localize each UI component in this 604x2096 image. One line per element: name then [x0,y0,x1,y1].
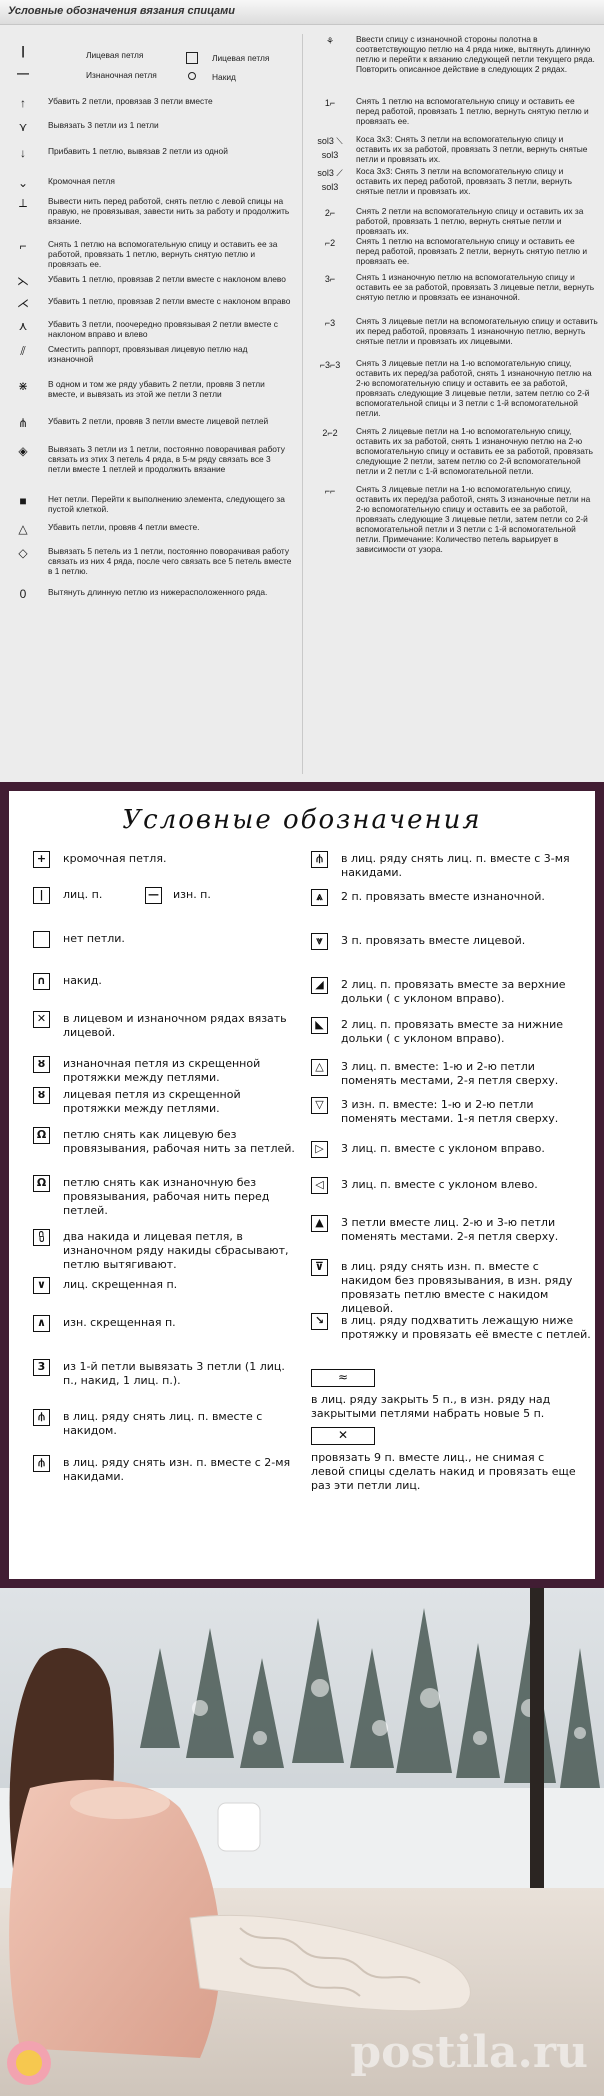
stitch-symbol-icon: ⌐3⌐3 [319,360,341,370]
stitch-symbol-icon: ⊽ [311,1259,328,1276]
stitch-description: Снять 1 петлю на вспомогательную спицу и оставить ее за работой, провязать 1 петлю, вернуть снятую петлю и провязать ее. [48,239,278,269]
stitch-description: Коса 3х3: Снять 3 петли на вспомогательную спицу и оставить их перед работой, провязать 3 петли, вернуть снятые петли и провязать их. [356,166,572,196]
stitch-description: Вывязать 3 петли из 1 петли [48,120,159,130]
stitch-description: в лиц. ряду подхватить лежащую ниже протяжку и провязать её вместе с петлей. [341,1314,591,1341]
stitch-symbol-icon: ⋔ [17,416,29,430]
stitch-symbol-icon: ⌐ [19,239,27,253]
stitch-description: Снять 3 лицевые петли на вспомогательную спицу и оставить их перед работой, провязать 1 изнаночную петлю, вернуть снятые петли и провязать их лицевыми. [356,316,598,346]
wide-symbol-glyph: ≈ [337,1370,349,1384]
stitch-symbol-icon: ⌐3 [324,318,336,328]
stitch-description: в лицевом и изнаночном рядах вязать лицевой. [63,1012,287,1039]
stitch-description: Сместить раппорт, провязывая лицевую петлю над изнаночной [48,344,248,364]
stitch-symbol-icon: ∩ [33,973,50,990]
stitch-symbol-icon: ⩉ [33,1229,50,1246]
bare-shoulder [70,1787,170,1819]
knit-stitch-icon: | [21,44,25,58]
watermark: postila.ru [350,2027,588,2078]
photo-illustration [0,1588,604,2096]
stitch-description: Убавить 3 петли, поочередно провязывая 2 петли вместе с наклоном вправо и влево [48,319,278,339]
stitch-symbol-icon: ↓ [20,146,26,160]
stitch-description: Убавить 2 петли, провяв 3 петли вместе лицевой петлей [48,416,269,426]
stitch-symbol-icon: | [33,887,50,904]
panel1-divider [302,34,303,774]
legend-purl-label: Изнаночная петля [86,70,157,80]
stitch-symbol-icon: + [33,851,50,868]
stitch-description: В одном и том же ряду убавить 2 петли, провяв 3 петли вместе, и вывязать из этой же петли 3 петли [48,379,265,399]
stitch-symbol-icon: ■ [19,494,27,508]
site-logo [4,2038,54,2088]
stitch-description: Снять 1 изнаночную петлю на вспомогательную спицу и оставить ее за работой, провязать 3 лицевые петли, вернуть снятую петлю и провязать ее изнаночной. [356,272,595,302]
stitch-description: Вывести нить перед работой, снять петлю с левой спицы на правую, не провязывая, завести нить за работу и продолжить вязание. [48,196,290,226]
stitch-symbol-icon: ⋎ [18,120,28,134]
stitch-symbol-icon: 2⌐ [324,208,336,218]
stitch-description: Убавить 1 петлю, провязав 2 петли вместе с наклоном влево [48,274,286,284]
stitch-symbol-icon: ⌐2 [324,238,336,248]
stitch-description: Убавить петли, провяв 4 петли вместе. [48,522,200,532]
stitch-symbol-icon: Ω [33,1175,50,1192]
panel2-title: Условные обозначения [122,805,482,835]
stitch-description: Снять 1 петлю на вспомогательную спицу и оставить ее перед работой, провязать 1 петлю, вернуть снятую петлю и провязать ее. [356,96,589,126]
legend-knit-label: Лицевая петля [86,50,144,60]
stitch-symbol-icon: Ω [33,1127,50,1144]
stitch-description: кромочная петля. [63,852,167,865]
stitch-description: 3 изн. п. вместе: 1-ю и 2-ю петли поменять местами. 1-я петля сверху. [341,1098,559,1125]
stitch-symbol-icon: 3 [33,1359,50,1376]
window-frame [530,1588,544,1908]
stitch-description: лиц. скрещенная п. [63,1278,178,1291]
legend-purl [0,68,180,82]
stitch-symbol-icon: 0 [19,587,27,601]
stitch-description: 3 петли вместе лиц. 2-ю и 3-ю петли поменять местами. 2-я петля сверху. [341,1216,559,1243]
stitch-description: в лиц. ряду снять лиц. п. вместе с накидом. [63,1410,263,1437]
stitch-description: 3 лиц. п. вместе: 1-ю и 2-ю петли поменять местами, 2-я петля сверху. [341,1060,559,1087]
stitch-description: в лиц. ряду закрыть 5 п., в изн. ряду над закрытыми петлями набрать новые 5 п. [311,1393,551,1420]
stitch-symbol-icon: ⋋ [17,274,29,288]
stitch-description: Кромочная петля [48,176,115,186]
stitch-description: нет петли. [63,932,125,945]
stitch-symbol-icon: ⟂ [18,196,27,210]
stitch-symbol-icon: ↘ [311,1313,328,1330]
stitch-symbol-icon: △ [18,522,28,536]
cozy-knitwear-photo [0,1588,604,2096]
legend-yo-label: Накид [212,72,236,82]
stitch-symbol-icon: ◣ [311,1017,328,1034]
stitch-description: Вывязать 5 петель из 1 петли, постоянно поворачивая работу связать из них 4 ряда, после чего связать все 5 петель вместе в 1 петлю. [48,546,292,576]
panel2-card [9,791,595,1579]
stitch-description: изнаночная петля из скрещенной протяжки между петлями. [63,1057,261,1084]
stitch-symbol-icon: ⚘ [325,36,335,46]
stitch-symbol-icon: ⋏ [18,319,28,333]
stitch-description: Коса 3х3: Снять 3 петли на вспомогательную спицу и оставить их за работой, провязать 3 петли, вернуть снятые петли и провязать их. [356,134,588,164]
stitch-description: 3 лиц. п. вместе с уклоном влево. [341,1178,538,1191]
stitch-description: в лиц. ряду снять изн. п. вместе с 2-мя накидами. [63,1456,291,1483]
stitch-description: в лиц. ряду снять изн. п. вместе с накидом без провязывания, в изн. ряду провязать петлю вместе с накидом лицевой. [341,1260,573,1315]
stitch-symbol-icon: 2⌐2 [322,428,338,438]
stitch-symbol-icon: ✕ [33,1011,50,1028]
stitch-symbol-icon: ⫛ [33,1455,50,1472]
stitch-symbol-icon: ∧ [33,1315,50,1332]
stitch-description: из 1-й петли вывязать 3 петли (1 лиц. п., накид, 1 лиц. п.). [63,1360,285,1387]
stitch-description: Прибавить 1 петлю, вывязав 2 петли из одной [48,146,228,156]
panel1-header [0,0,604,25]
stitch-description: петлю снять как изнаночную без провязывания, рабочая нить перед петлей. [63,1176,270,1217]
stitch-symbol-icon: ⩔ [311,933,328,950]
stitch-symbol-icon: — [145,887,162,904]
stitch-symbol-icon: ⫛ [311,851,328,868]
stitch-description: накид. [63,974,102,987]
stitch-description: Нет петли. Перейти к выполнению элемента, следующего за пустой клеткой. [48,494,285,514]
stitch-symbol-icon: ⋌ [17,296,29,310]
stitch-description: 2 лиц. п. провязать вместе за нижние дольки ( с уклоном вправо). [341,1018,564,1045]
stitch-symbol-icon: ⋇ [17,379,29,393]
stitch-description: Снять 3 лицевые петли на 1-ю вспомогательную спицу, оставить их перед/за работой, снять 1 изнаночную петлю на 2-ю вспомогательную спицу и оставить ее за работой, провязать следующие 3 лицевые петли, затем петлю со 2-й вспомогательной спицы и 3 петли с 1-й вспомогательной петли. [356,358,592,418]
empty-square-icon [186,52,198,64]
stitch-description: изн. п. [173,888,211,901]
legend-panel-1 [0,0,604,783]
stitch-symbol-icon: 3⌐ [324,274,336,284]
wide-symbol-icon [311,1427,375,1445]
stitch-symbol-icon: ∨ [33,1277,50,1294]
stitch-symbol-icon: ȣ [33,1087,50,1104]
stitch-description: лицевая петля из скрещенной протяжки между петлями. [63,1088,241,1115]
stitch-description: Снять 2 петли на вспомогательную спицу и оставить их за работой, провязать 1 петлю, вернуть снятые петли и провязать их. [356,206,584,236]
stitch-description: провязать 9 п. вместе лиц., не снимая с левой спицы сделать накид и провязать еще раз эти петли лиц. [311,1451,576,1492]
stitch-description: Снять 1 петлю на вспомогательную спицу и оставить ее перед работой, провязать 2 петли, вернуть снятую петлю и провязать ее. [356,236,588,266]
panel1-basic-legend [0,34,300,82]
stitch-symbol-icon: ▲ [311,1215,328,1232]
stitch-description: Вытянуть длинную петлю из нижерасположенного ряда. [48,587,268,597]
legend-panel-2 [0,782,604,1588]
stitch-description: Вывязать 3 петли из 1 петли, постоянно поворачивая работу связать из этих 3 петель 4 ряда, в 5-м ряду связать все 3 петли вместе 1 петлей и продолжить вязание [48,444,285,474]
stitch-description: Убавить 1 петлю, провязав 2 петли вместе с наклоном вправо [48,296,291,306]
stitch-symbol-icon: ◢ [311,977,328,994]
stitch-symbol-icon: ⩓ [311,889,328,906]
stitch-description: два накида и лицевая петля, в изнаночном ряду накиды сбрасывают, петлю вытягивают. [63,1230,289,1271]
purl-stitch-icon: — [17,66,29,80]
stitch-symbol-icon: sol3 ⟍ sol3 [317,136,343,160]
stitch-description: Снять 3 лицевые петли на 1-ю вспомогательную спицу, оставить их перед/за работой, снять 3 изнаночные петли на 2-ю вспомогательную спицу и оставить ее за работой, провязать следующие 3 лицевые петли, затем петли со 2-й вспомогательной петли и 3 петли с 1-й вспомогательной петли. Примечание: Количество петель варьирует в зависимости от узора. [356,484,591,554]
stitch-symbol-icon: ▷ [311,1141,328,1158]
stitch-symbol-icon: ▽ [311,1097,328,1114]
stitch-description: петлю снять как лицевую без провязывания, рабочая нить за петлей. [63,1128,295,1155]
stitch-symbol-icon: ◈ [18,444,28,458]
stitch-symbol-icon: ⫽ [20,344,26,358]
stitch-symbol-icon: 1⌐ [324,98,336,108]
stitch-symbol-icon: sol3 ⟋ sol3 [317,168,343,192]
stitch-symbol-icon [33,931,50,948]
stitch-symbol-icon: △ [311,1059,328,1076]
wide-symbol-glyph: ✕ [337,1428,349,1442]
legend-knit [0,46,180,60]
stitch-description: 2 лиц. п. провязать вместе за верхние дольки ( с уклоном вправо). [341,978,566,1005]
stitch-symbol-icon: ȣ [33,1056,50,1073]
panel1-title: Условные обозначения вязания спицами [8,5,236,17]
stitch-description: 3 п. провязать вместе лицевой. [341,934,526,947]
stitch-description: лиц. п. [63,888,103,901]
stitch-description: Снять 2 лицевые петли на 1-ю вспомогательную спицу, оставить их за работой, снять 1 изнаночную петлю на 2-ю вспомогательную спицу и оставить ее за работой, провязать следующие 2 петли, затем петлю со 2-й вспомогательной петли и 2 петли с 1-й вспомогательной петли. [356,426,593,476]
stitch-description: 2 п. провязать вместе изнаночной. [341,890,545,903]
stitch-description: Ввести спицу с изнаночной стороны полотна в соответствующую петлю на 4 ряда ниже, вытянуть длинную петлю и перейти к вязанию следующей петли текущего ряда. Повторить описанное действие в следующих 2 рядах. [356,34,595,74]
stitch-symbol-icon: ◇ [18,546,28,560]
stitch-symbol-icon: ◁ [311,1177,328,1194]
stitch-symbol-icon: ⌄ [17,176,29,190]
stitch-symbol-icon: ⌐⌐ [324,486,336,496]
stitch-description: 3 лиц. п. вместе с уклоном вправо. [341,1142,545,1155]
mug-icon [218,1803,260,1851]
wide-symbol-icon [311,1369,375,1387]
legend-knit2-label: Лицевая петля [212,53,270,63]
yarn-over-icon [188,72,196,80]
stitch-description: в лиц. ряду снять лиц. п. вместе с 3-мя накидами. [341,852,570,879]
stitch-description: изн. скрещенная п. [63,1316,176,1329]
stitch-symbol-icon: ↑ [20,96,26,110]
stitch-symbol-icon: ⫛ [33,1409,50,1426]
stitch-description: Убавить 2 петли, провязав 3 петли вместе [48,96,213,106]
